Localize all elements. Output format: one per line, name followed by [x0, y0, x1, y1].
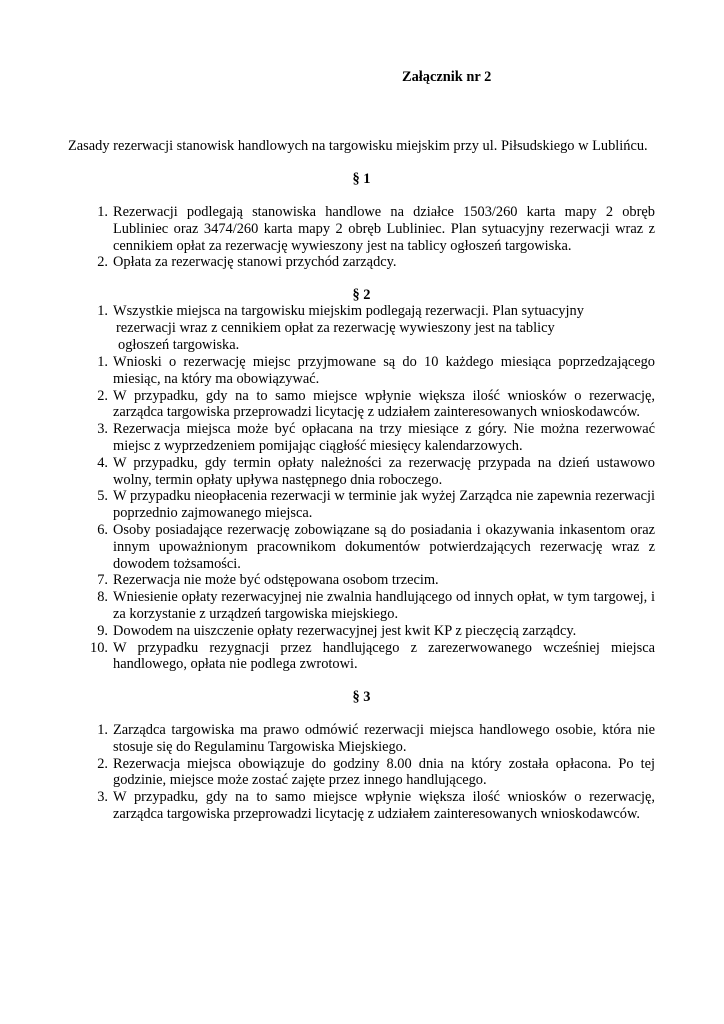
item-number: 6. — [97, 521, 108, 538]
item-number: 2. — [97, 755, 108, 772]
section-3-title: § 3 — [352, 689, 371, 705]
item-text: W przypadku, gdy na to samo miejsce wpłynie większa ilość wniosków o rezerwację, zarządca targowiska przeprowadzi licytację z udziałem zainteresowanych wnioskodawców. — [113, 789, 655, 822]
item-number: 1. — [97, 303, 108, 319]
list-item — [68, 640, 655, 674]
item-number: 9. — [97, 622, 108, 639]
item-number: 1. — [97, 722, 108, 738]
item-number: 1. — [97, 204, 108, 220]
section-1-title: § 1 — [352, 171, 371, 187]
item-text: Rezerwacja miejsca może być opłacana na trzy miesiące z góry. Nie można rezerwować miejsc z wyprzedzeniem pomijając ciągłość miesięcy kalendarzowych. — [113, 421, 655, 454]
item-number: 7. — [97, 572, 108, 589]
list-item — [68, 254, 655, 271]
section-3-list — [68, 722, 655, 823]
section-1-list — [68, 204, 655, 271]
list-item — [68, 722, 655, 756]
item-number: 3. — [97, 789, 108, 806]
item-number: 1. — [97, 354, 108, 370]
document-intro: Zasady rezerwacji stanowisk handlowych na targowisku miejskim przy ul. Piłsudskiego w Lublińcu. — [68, 138, 648, 154]
item-number: 3. — [97, 421, 108, 438]
item-text: Opłata za rezerwację stanowi przychód zarządcy. — [113, 254, 397, 271]
item-number: 10. — [90, 639, 108, 656]
item-text: Rezerwacji podlegają stanowiska handlowe na działce 1503/260 karta mapy 2 obręb Lubliniec oraz 3474/260 karta mapy 2 obręb Lubliniec. Plan sytuacyjny rezerwacji wraz z cennikiem opłat za rezerwację wywieszony jest na tablicy ogłoszeń targowiska. — [113, 204, 655, 254]
item-text: W przypadku, gdy na to samo miejsce wpłynie większa ilość wniosków o rezerwację, zarządca targowiska przeprowadzi licytację z udziałem zainteresowanych wnioskodawców. — [113, 387, 655, 421]
item-text-line: Wszystkie miejsca na targowisku miejskim podlegają rezerwacji. Plan sytuacyjny — [113, 303, 584, 319]
list-item — [68, 303, 655, 353]
list-item — [68, 488, 655, 522]
list-item — [68, 623, 655, 640]
list-item — [68, 522, 655, 572]
list-item — [68, 572, 655, 589]
list-item — [68, 455, 655, 489]
item-text: Wnioski o rezerwację miejsc przyjmowane są do 10 każdego miesiąca poprzedzającego miesiąc, na który ma obowiązywać. — [113, 354, 655, 387]
list-item — [68, 756, 655, 790]
item-number: 4. — [97, 454, 108, 471]
item-text: W przypadku nieopłacenia rezerwacji w terminie jak wyżej Zarządca nie zapewnia rezerwacji poprzednio zajmowanego miejsca. — [113, 488, 655, 522]
list-item — [68, 421, 655, 455]
list-item — [68, 354, 655, 388]
section-2-intro-list — [68, 303, 655, 353]
item-number: 8. — [97, 589, 108, 606]
section-2-list — [68, 354, 655, 673]
item-text: W przypadku, gdy termin opłaty należności za rezerwację przypada na dzień ustawowo wolny, termin opłaty upływa następnego dnia roboczego. — [113, 454, 655, 488]
item-text: Dowodem na uiszczenie opłaty rezerwacyjnej jest kwit KP z pieczęcią zarządcy. — [113, 622, 577, 639]
item-number: 2. — [97, 387, 108, 404]
item-text: Rezerwacja miejsca obowiązuje do godziny 8.00 dnia na który została opłacona. Po tej godzinie, miejsce może zostać zajęte przez innego handlującego. — [113, 755, 655, 789]
item-text: Wniesienie opłaty rezerwacyjnej nie zwalnia handlującego od innych opłat, w tym targowej, i za korzystanie z urządzeń targowiska miejskiego. — [113, 589, 655, 622]
item-text: Zarządca targowiska ma prawo odmówić rezerwacji miejsca handlowego osobie, która nie stosuje się do Regulaminu Targowiska Miejskiego. — [113, 722, 655, 755]
item-text: W przypadku rezygnacji przez handlującego z zarezerwowanego wcześniej miejsca handlowego, opłata nie podlega zwrotowi. — [113, 639, 655, 673]
item-number: 2. — [97, 254, 108, 271]
section-2-title: § 2 — [352, 287, 371, 303]
list-item — [68, 589, 655, 623]
item-number: 5. — [97, 488, 108, 505]
item-text: Rezerwacja nie może być odstępowana osobom trzecim. — [113, 572, 439, 589]
item-text: Osoby posiadające rezerwację zobowiązane są do posiadania i okazywania inkasentom oraz innym upoważnionym pracownikom dokumentów potwierdzających rezerwację wraz z dowodem tożsamości. — [113, 521, 655, 572]
item-text-line: ogłoszeń targowiska. — [118, 336, 240, 353]
attachment-label: Załącznik nr 2 — [402, 69, 492, 85]
list-item — [68, 388, 655, 422]
list-item — [68, 204, 655, 254]
item-text-line: rezerwacji wraz z cennikiem opłat za rezerwację wywieszony jest na tablicy — [116, 319, 555, 336]
list-item — [68, 789, 655, 823]
